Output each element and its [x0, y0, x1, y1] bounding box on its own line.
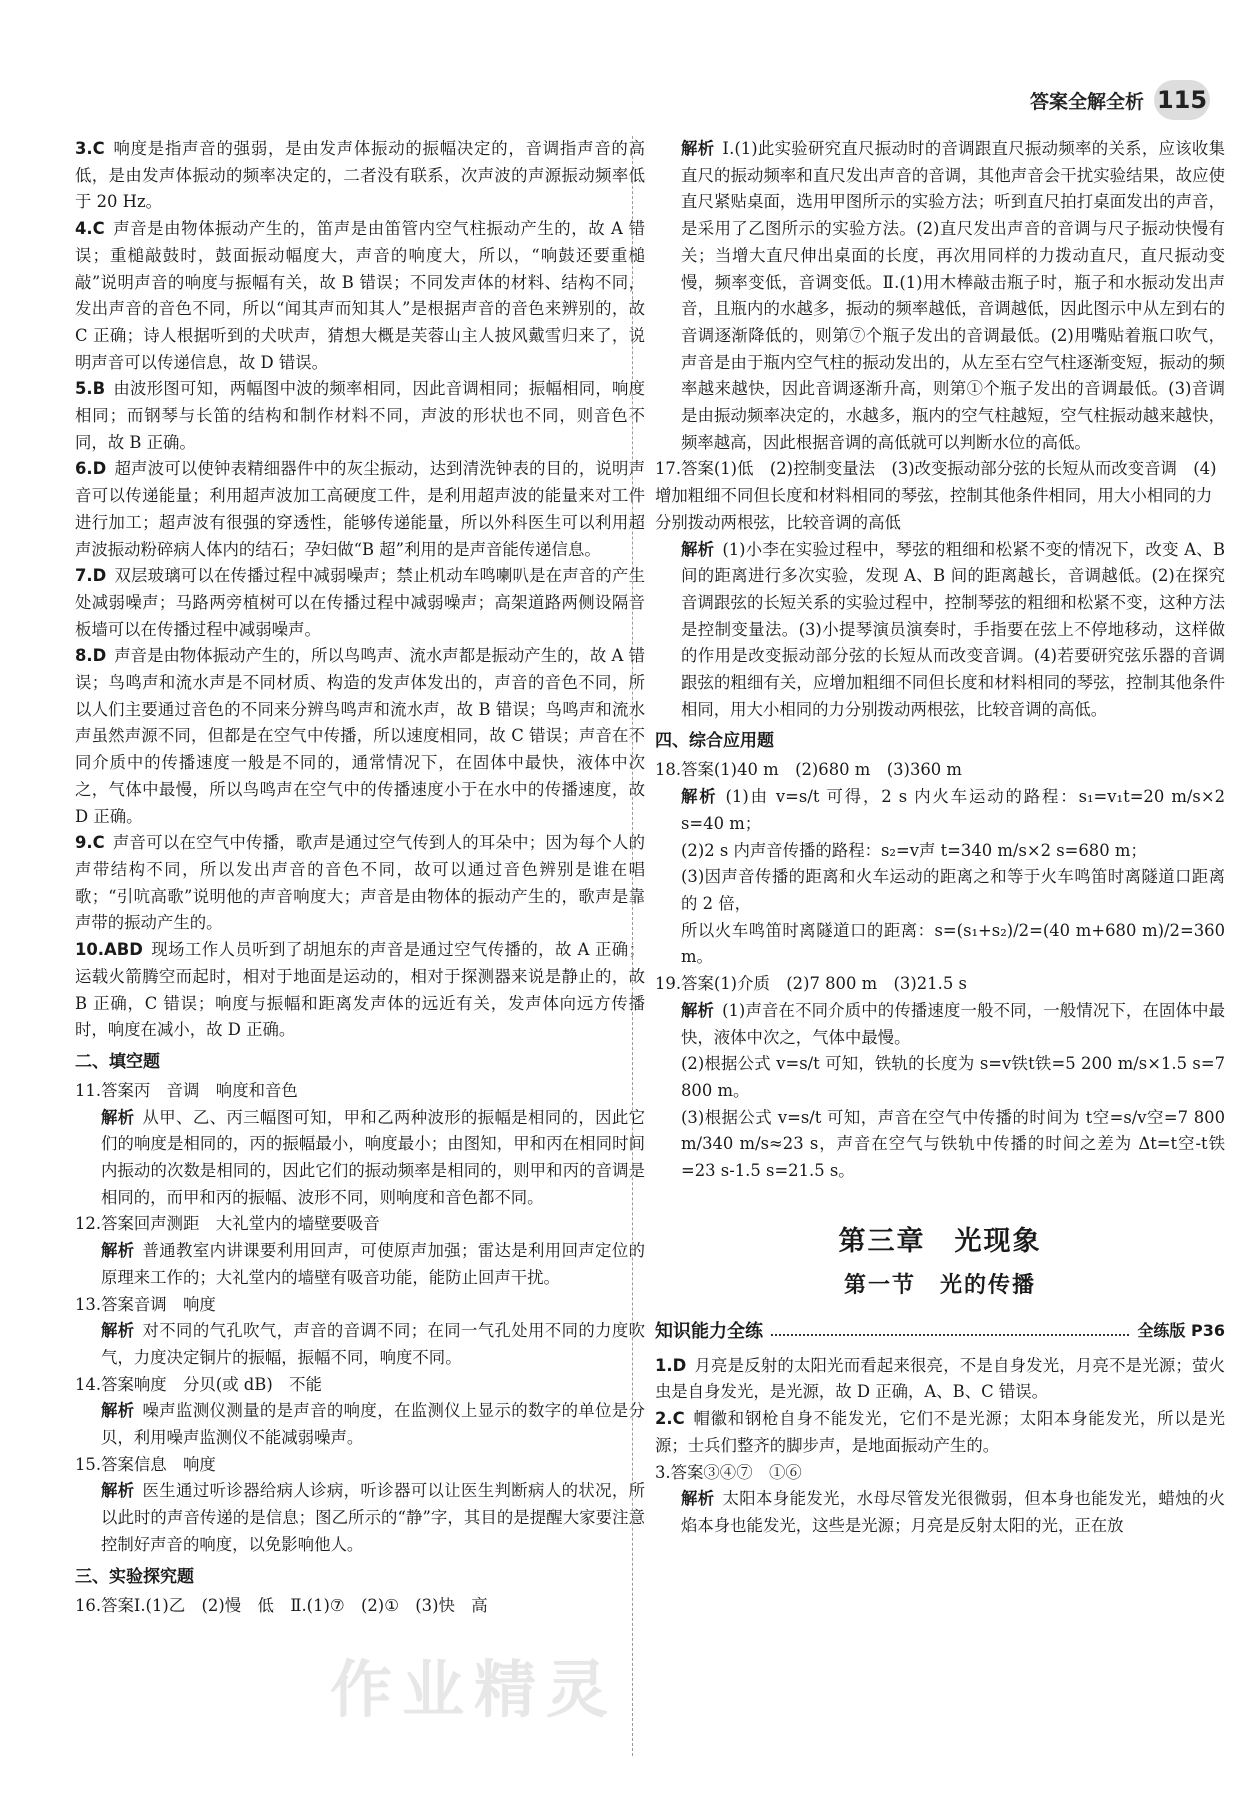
- section-heading: 二、填空题: [75, 1051, 160, 1072]
- header-title: 答案全解全析: [1029, 90, 1144, 113]
- explanation: [75, 1318, 645, 1371]
- explanation-label: 解析: [681, 1000, 715, 1020]
- item-text: 回声测距 大礼堂内的墙壁要吸音: [133, 1214, 380, 1234]
- item-number: 2.C: [655, 1409, 685, 1429]
- item-number: 5.B: [75, 379, 106, 399]
- explanation: [75, 1238, 645, 1291]
- answer-item: [75, 456, 645, 563]
- explanation: [655, 784, 1225, 837]
- item-number: 10.ABD: [75, 940, 143, 960]
- answer-item: [655, 1353, 1225, 1406]
- explanation-label: 解析: [101, 1241, 135, 1261]
- item-number: 1.D: [655, 1355, 687, 1375]
- explanation-text: (1)小李在实验过程中，琴弦的粗细和松紧不变的情况下，改变 A、B 间的距离进行多次实验，发现 A、B 间的距离越长，音调越低。(2)在探究音调跟弦的长短关系的实验过程中，控制琴弦的粗细和松紧不变，这种方法是控制变量法。(3)小提琴演员演奏时，手指要在弦上不停地移动，这样做的作用是改变振动部分弦的长短从而改变音调。(4)若要研究弦乐器的音调跟弦的粗细有关，应增加粗细不同但长度和材料相同的琴弦，控制其他条件相同，用大小相同的力分别拨动两根弦，比较音调的高低。: [681, 539, 1226, 719]
- item-number: 4.C: [75, 219, 105, 239]
- right-column: [655, 136, 1225, 1540]
- item-text: 音调 响度: [133, 1294, 216, 1314]
- dotted-leader: [771, 1324, 1129, 1336]
- explanation-label: 解析: [101, 1107, 135, 1127]
- practice-bar: [655, 1317, 1225, 1343]
- explanation-label: 解析: [101, 1401, 135, 1421]
- item-number: 12.答案: [75, 1214, 134, 1234]
- answer-item: [75, 136, 645, 216]
- answer-line: [75, 1292, 645, 1319]
- item-number: 18.答案: [655, 760, 714, 780]
- item-text: 帽徽和钢枪自身不能发光，它们不是光源；太阳本身能发光，所以是光源；士兵们整齐的脚步声，是地面振动产生的。: [655, 1409, 1225, 1455]
- item-text: 月亮是反射的太阳光而看起来很亮，不是自身发光，月亮不是光源；萤火虫是自身发光，是光源，故 D 正确，A、B、C 错误。: [655, 1355, 1225, 1402]
- item-text: 双层玻璃可以在传播过程中减弱噪声；禁止机动车鸣喇叭是在声音的产生处减弱噪声；马路两旁植树可以在传播过程中减弱噪声；高架道路两侧设隔音板墙可以在传播过程中减弱噪声。: [75, 566, 645, 639]
- explanation-continued: (2)2 s 内声音传播的路程：s₂=v声 t=340 m/s×2 s=680 m；: [681, 840, 1147, 860]
- explanation-text: 普通教室内讲课要利用回声，可使原声加强；雷达是利用回声定位的原理来工作的；大礼堂内的墙壁有吸音功能，能防止回声干扰。: [101, 1241, 646, 1287]
- explanation-continued: 所以火车鸣笛时离隧道口的距离：s=(s₁+s₂)/2=(40 m+680 m)/2=360 m。: [681, 920, 1225, 967]
- explanation: [655, 998, 1225, 1051]
- answer-item: [75, 563, 645, 643]
- explanation-continued: (3)根据公式 v=s/t 可知，声音在空气中传播的时间为 t空=s/v空=7 800 m/340 m/s≈23 s，声音在空气与铁轨中传播的时间之差为 Δt=t空-t铁=23 s-1.5 s=21.5 s。: [681, 1107, 1225, 1181]
- explanation-text: (1)声音在不同介质中的传播速度一般不同，一般情况下，在固体中最快，液体中次之，气体中最慢。: [681, 1000, 1226, 1047]
- item-number: 13.答案: [75, 1294, 134, 1314]
- item-number: 17.答案: [655, 459, 714, 479]
- answer-line: [75, 1452, 645, 1479]
- explanation: [75, 1478, 645, 1558]
- explanation: [75, 1105, 645, 1212]
- answer-line: [75, 1078, 645, 1105]
- item-text: 响度是指声音的强弱，是由发声体振动的振幅决定的，音调指声音的高低，是由发声体振动的频率决定的，二者没有联系，次声波的声源振动频率低于 20 Hz。: [75, 139, 645, 212]
- item-text: (1)介质 (2)7 800 m (3)21.5 s: [713, 974, 967, 994]
- item-number: 3.C: [75, 139, 105, 158]
- item-text: (1)40 m (2)680 m (3)360 m: [713, 760, 962, 780]
- column-divider: [632, 136, 633, 1756]
- answer-line: [655, 757, 1225, 784]
- page-reference: 全练版 P36: [1137, 1321, 1225, 1341]
- explanation-label: 解析: [101, 1321, 135, 1341]
- explanation-text: 对不同的气孔吹气，声音的音调不同；在同一气孔处用不同的力度吹气，力度决定铜片的振幅，振幅不同，响度不同。: [101, 1321, 646, 1367]
- explanation-text: 从甲、乙、丙三幅图可知，甲和乙两种波形的振幅是相同的，因此它们的响度是相同的，丙的振幅最小，响度最小；由图知，甲和丙在相同时间内振动的次数是相同的，因此它们的振动频率是相同的，则甲和丙的音调是相同的，而甲和丙的振幅、波形不同，则响度和音色都不同。: [101, 1107, 646, 1207]
- item-text: Ⅰ.(1)乙 (2)慢 低 Ⅱ.(1)⑦ (2)① (3)快 高: [133, 1595, 488, 1615]
- explanation-text: 噪声监测仪测量的是声音的响度，在监测仪上显示的数字的单位是分贝，利用噪声监测仪不能减弱噪声。: [101, 1401, 646, 1448]
- explanation-label: 解析: [681, 139, 715, 158]
- item-text: 超声波可以使钟表精细器件中的灰尘振动，达到清洗钟表的目的，说明声音可以传递能量；利用超声波加工高硬度工件，是利用超声波的能量来对工件进行加工；超声波有很强的穿透性，能够传递能量，所以外科医生可以利用超声波振动粉碎病人体内的结石；孕妇做“B 超”利用的是声音能传递信息。: [75, 459, 645, 559]
- item-number: 19.答案: [655, 974, 714, 994]
- answer-line: [655, 1460, 1225, 1487]
- explanation-label: 解析: [681, 787, 718, 807]
- item-number: 6.D: [75, 459, 107, 479]
- explanation-label: 解析: [681, 539, 715, 559]
- answer-item: [75, 216, 645, 376]
- item-number: 3.答案: [655, 1462, 704, 1482]
- explanation: [75, 1398, 645, 1451]
- item-number: 16.答案: [75, 1595, 134, 1615]
- answer-line: [75, 1211, 645, 1238]
- item-text: 声音是由物体振动产生的，笛声是由笛管内空气柱振动产生的，故 A 错误；重槌敲鼓时，鼓面振动幅度大，声音的响度大，所以，“响鼓还要重槌敲”说明声音的响度与振幅有关，故 B 错误；不同发声体的材料、结构不同，发出声音的音色不同，所以“闻其声而知其人”是根据声音的音色来辨别的，故 C 正确；诗人根据听到的犬吠声，猜想大概是芙蓉山主人披风戴雪归来了，说明声音可以传递信息，故 D 错误。: [75, 219, 645, 372]
- answer-item: [655, 1406, 1225, 1459]
- answer-line: [655, 971, 1225, 998]
- answer-line: [655, 456, 1225, 536]
- item-number: 15.答案: [75, 1454, 134, 1474]
- explanation-continued: (3)因声音传播的距离和火车运动的距离之和等于火车鸣笛时离隧道口距离的 2 倍，: [681, 867, 1225, 913]
- item-number: 9.C: [75, 833, 105, 853]
- item-text: 信息 响度: [133, 1454, 216, 1474]
- explanation-label: 解析: [681, 1489, 715, 1509]
- answer-item: [75, 830, 645, 937]
- explanation-text: 太阳本身能发光，水母尽管发光很微弱，但本身也能发光，蜡烛的火焰本身也能发光，这些是光源；月亮是反射太阳的光，正在放: [681, 1489, 1226, 1535]
- answer-item: [75, 376, 645, 456]
- page-header: [1030, 80, 1210, 120]
- item-text: ③④⑦ ①⑥: [703, 1462, 802, 1482]
- page-number: 115: [1154, 80, 1210, 120]
- explanation: [655, 1486, 1225, 1539]
- item-text: (1)低 (2)控制变量法 (3)改变振动部分弦的长短从而改变音调 (4)增加粗细不同但长度和材料相同的琴弦，控制其他条件相同，用大小相同的力分别拨动两根弦，比较音调的高低: [655, 459, 1217, 532]
- item-number: 8.D: [75, 646, 107, 666]
- item-text: 由波形图可知，两幅图中波的频率相同，因此音调相同；振幅相同，响度相同；而钢琴与长笛的结构和制作材料不同，声波的形状也不同，则音色不同，故 B 正确。: [75, 379, 645, 452]
- item-text: 丙 音调 响度和音色: [133, 1080, 298, 1100]
- section-title: 第一节 光的传播: [843, 1272, 1036, 1298]
- item-text: 响度 分贝(或 dB) 不能: [133, 1374, 322, 1394]
- section-heading: 四、综合应用题: [655, 731, 774, 752]
- practice-label: 知识能力全练: [655, 1320, 763, 1342]
- explanation: [655, 537, 1225, 724]
- explanation-text: (1)由 v=s/t 可得，2 s 内火车运动的路程：s₁=v₁t=20 m/s×2 s=40 m；: [681, 787, 1226, 833]
- watermark: 作业精灵: [330, 1653, 619, 1726]
- section-heading: 三、实验探究题: [75, 1566, 194, 1587]
- explanation: [655, 136, 1225, 456]
- answer-line: [75, 1372, 645, 1399]
- explanation-text: 医生通过听诊器给病人诊病，听诊器可以让医生判断病人的状况，所以此时的声音传递的是信息；图乙所示的“静”字，其目的是提醒大家要注意控制好声音的响度，以免影响他人。: [101, 1481, 646, 1554]
- answer-line: [75, 1593, 645, 1620]
- answer-item: [75, 937, 645, 1044]
- answer-item: [75, 643, 645, 830]
- explanation-continued: (2)根据公式 v=s/t 可知，铁轨的长度为 s=v铁t铁=5 200 m/s×1.5 s=7 800 m。: [681, 1054, 1225, 1100]
- item-text: 声音可以在空气中传播，歌声是通过空气传到人的耳朵中；因为每个人的声带结构不同，所以发出声音的音色不同，故可以通过音色辨别是谁在唱歌；“引吭高歌”说明他的声音响度大；声音是由物体的振动产生的，歌声是靠声带的振动产生的。: [75, 833, 645, 933]
- left-column: [75, 136, 645, 1619]
- item-number: 14.答案: [75, 1374, 134, 1394]
- explanation-text: Ⅰ.(1)此实验研究直尺振动时的音调跟直尺振动频率的关系，应该收集直尺的振动频率和直尺发出声音的音调，其他声音会干扰实验结果，故应使直尺紧贴桌面，选用甲图所示的实验方法；听到直尺拍打桌面发出的声音，是采用了乙图所示的实验方法。(2)直尺发出声音的音调与尺子振动快慢有关；当增大直尺伸出桌面的长度，再次用同样的力拨动直尺，直尺振动变慢，频率变低，音调变低。Ⅱ.(1)用木棒敲击瓶子时，瓶子和水振动发出声音，且瓶内的水越多，振动的频率越低，音调越低，因此图示中从左到右的音调逐渐降低的，则第⑦个瓶子发出的音调最低。(2)用嘴贴着瓶口吹气，声音是由于瓶内空气柱的振动发出的，从左至右空气柱逐渐变短，振动的频率越来越快，因此音调逐渐升高，则第①个瓶子发出的音调最低。(3)音调是由振动频率决定的，水越多，瓶内的空气柱越短，空气柱振动越来越快，频率越高，因此根据音调的高低就可以判断水位的高低。: [681, 139, 1225, 452]
- item-number: 7.D: [75, 566, 107, 586]
- item-text: 现场工作人员听到了胡旭东的声音是通过空气传播的，故 A 正确；运载火箭腾空而起时，相对于地面是运动的，相对于探测器来说是静止的，故 B 正确，C 错误；响度与振幅和距离发声体的远近有关，发声体向远方传播时，响度在减小，故 D 正确。: [75, 940, 645, 1040]
- item-text: 声音是由物体振动产生的，所以鸟鸣声、流水声都是振动产生的，故 A 错误；鸟鸣声和流水声是不同材质、构造的发声体发出的，声音的音色不同，所以人们主要通过音色的不同来分辨鸟鸣声和流水声，故 B 错误；鸟鸣声和流水声虽然声源不同，但都是在空气中传播，所以速度相同，故 C 错误；声音在不同介质中的传播速度一般是不同的，通常情况下，在固体中最快，液体中次之，气体中最慢，所以鸟鸣声在空气中的传播速度小于在水中的传播速度，故 D 正确。: [75, 646, 645, 826]
- item-number: 11.答案: [75, 1080, 134, 1100]
- explanation-label: 解析: [101, 1481, 135, 1501]
- chapter-title: 第三章 光现象: [838, 1225, 1042, 1257]
